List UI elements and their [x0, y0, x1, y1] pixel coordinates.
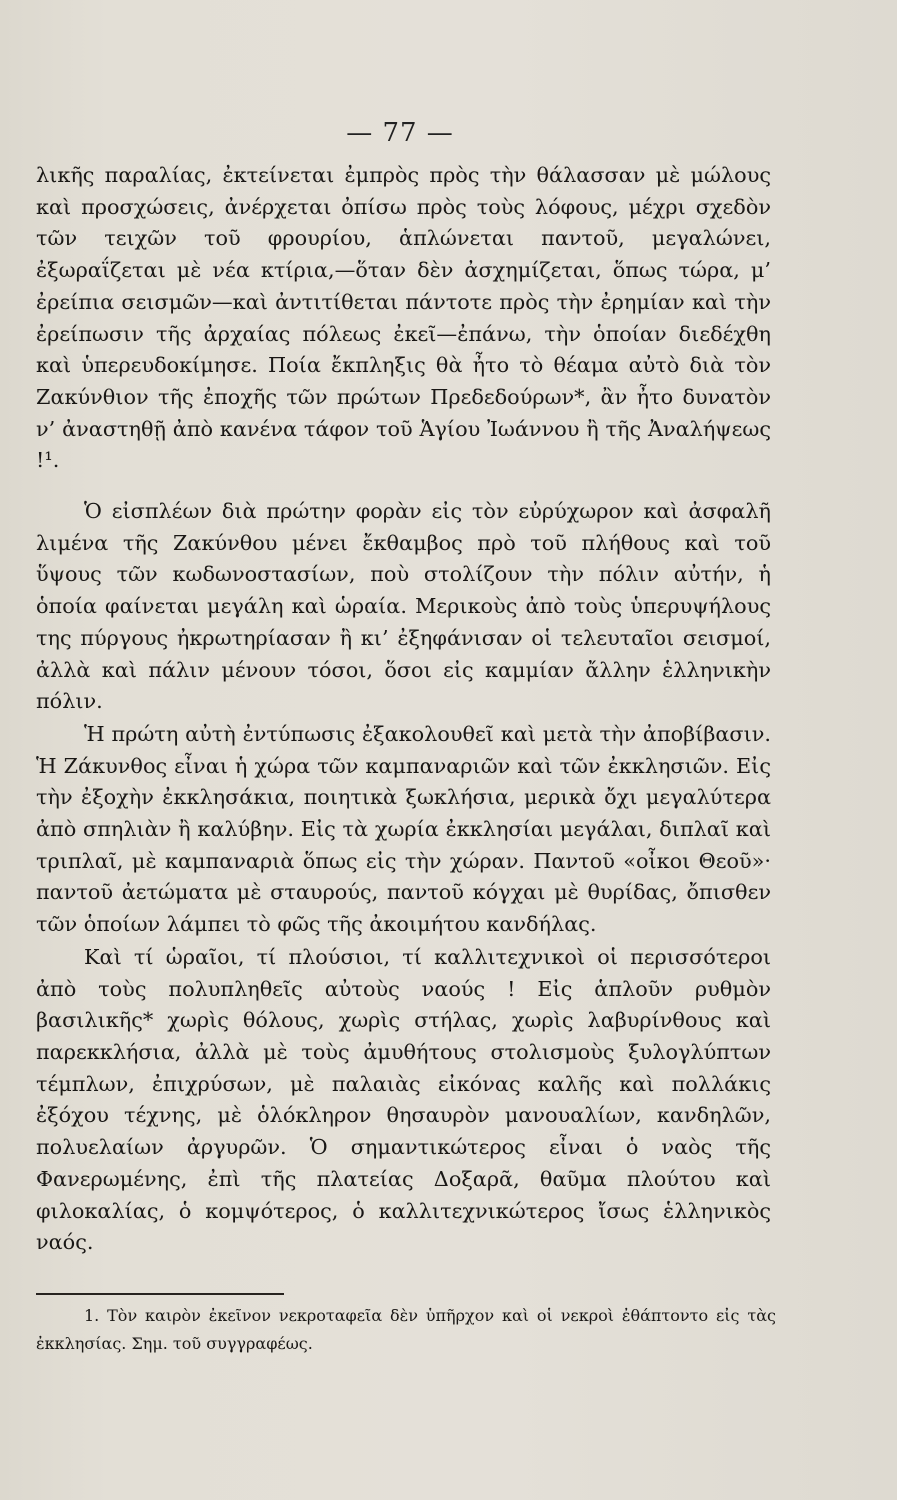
footnote-separator: [36, 1293, 284, 1295]
page-number: — 77 —: [346, 118, 454, 148]
footnote-text: 1. Τὸν καιρὸν ἐκεῖνον νεκροταφεῖα δὲν ὑπῆρχον καὶ οἱ νεκροὶ ἐθάπτοντο εἰς τὰς ἐκκλησίας. Σημ. τοῦ συγγραφέως.: [36, 1306, 776, 1353]
paragraph-churches: Ἡ πρώτη αὐτὴ ἐντύπωσις ἐξακολουθεῖ καὶ μετὰ τὴν ἀποβίβασιν. Ἡ Ζάκυνθος εἶναι ἡ χώρα τῶν καμπαναριῶν καὶ τῶν ἐκκλησιῶν. Εἰς τὴν ἐξοχὴν ἐκκλησάκια, ποιητικὰ ξωκλήσια, μερικὰ ὄχι μεγαλύτερα ἀπὸ σπηλιὰν ἢ καλύβην. Εἰς τὰ χωρία ἐκκλησίαι μεγάλαι, διπλαῖ καὶ τριπλαῖ, μὲ καμπαναριὰ ὅπως εἰς τὴν χώραν. Παντοῦ «οἶκοι Θεοῦ»· παντοῦ ἀετώματα μὲ σταυρούς, παντοῦ κόγχαι μὲ θυρίδας, ὄπισθεν τῶν ὁποίων λάμπει τὸ φῶς τῆς ἀκοιμήτου κανδήλας.: [36, 721, 771, 937]
paragraph-temples: Καὶ τί ὡραῖοι, τί πλούσιοι, τί καλλιτεχνικοὶ οἱ περισσότεροι ἀπὸ τοὺς πολυπληθεῖς αὐτοὺς ναούς ! Εἰς ἁπλοῦν ρυθμὸν βασιλικῆς* χωρὶς θόλους, χωρὶς στήλας, χωρὶς λαβυρίνθους καὶ παρεκκλήσια, ἀλλὰ μὲ τοὺς ἀμυθήτους στολισμοὺς ξυλογλύπτων τέμπλων, ἐπιχρύσων, μὲ παλαιὰς εἰκόνας καλῆς καὶ πολλάκις ἐξόχου τέχνης, μὲ ὁλόκληρον θησαυρὸν μανουαλίων, κανδηλῶν, πολυελαίων ἀργυρῶν. Ὁ σημαντικώτερος εἶναι ὁ ναὸς τῆς Φανερωμένης, ἐπὶ τῆς πλατείας Δοξαρᾶ, θαῦμα πλούτου καὶ φιλοκαλίας, ὁ κομψότερος, ὁ καλλιτεχνικώτερος ἴσως ἑλληνικὸς ναός.: [36, 944, 771, 1255]
paragraph-harbor: Ὁ εἰσπλέων διὰ πρώτην φορὰν εἰς τὸν εὐρύχωρον καὶ ἀσφαλῆ λιμένα τῆς Ζακύνθου μένει ἔκθαμβος πρὸ τοῦ πλήθους καὶ τοῦ ὕψους τῶν κωδωνοστασίων, ποὺ στολίζουν τὴν πόλιν αὐτήν, ἡ ὁποία φαίνεται μεγάλη καὶ ὡραία. Μερικοὺς ἀπὸ τοὺς ὑπερυψήλους της πύργους ἠκρωτηρίασαν ἢ κι’ ἐξηφάνισαν οἱ τελευταῖοι σεισμοί, ἀλλὰ καὶ πάλιν μένουν τόσοι, ὅσοι εἰς καμμίαν ἄλλην ἑλληνικὴν πόλιν.: [36, 499, 771, 714]
paragraph-continuation: λικῆς παραλίας, ἐκτείνεται ἐμπρὸς πρὸς τὴν θάλασσαν μὲ μώλους καὶ προσχώσεις, ἀνέρχεται ὀπίσω πρὸς τοὺς λόφους, μέχρι σχεδὸν τῶν τειχῶν τοῦ φρουρίου, ἁπλώνεται παντοῦ, μεγαλώνει, ἐξωραΐζεται μὲ νέα κτίρια,—ὅταν δὲν ἀσχημίζεται, ὅπως τώρα, μ’ ἐρείπια σεισμῶν—καὶ ἀντιτίθεται πάντοτε πρὸς τὴν ἐρημίαν καὶ τὴν ἐρείπωσιν τῆς ἀρχαίας πόλεως ἐκεῖ—ἐπάνω, τὴν ὁποίαν διεδέχθη καὶ ὑπερευδοκίμησε. Ποία ἔκπληξις θὰ ἦτο τὸ θέαμα αὐτὸ διὰ τὸν Ζακύνθιον τῆς ἐποχῆς τῶν πρώτων Πρεδεδούρων*, ἂν ἦτο δυνατὸν ν’ ἀναστηθῇ ἀπὸ κανένα τάφον τοῦ Ἁγίου Ἰωάννου ἢ τῆς Ἀναλήψεως !¹.: [36, 163, 771, 473]
footnote: [36, 1302, 776, 1358]
main-text: [36, 160, 771, 1259]
